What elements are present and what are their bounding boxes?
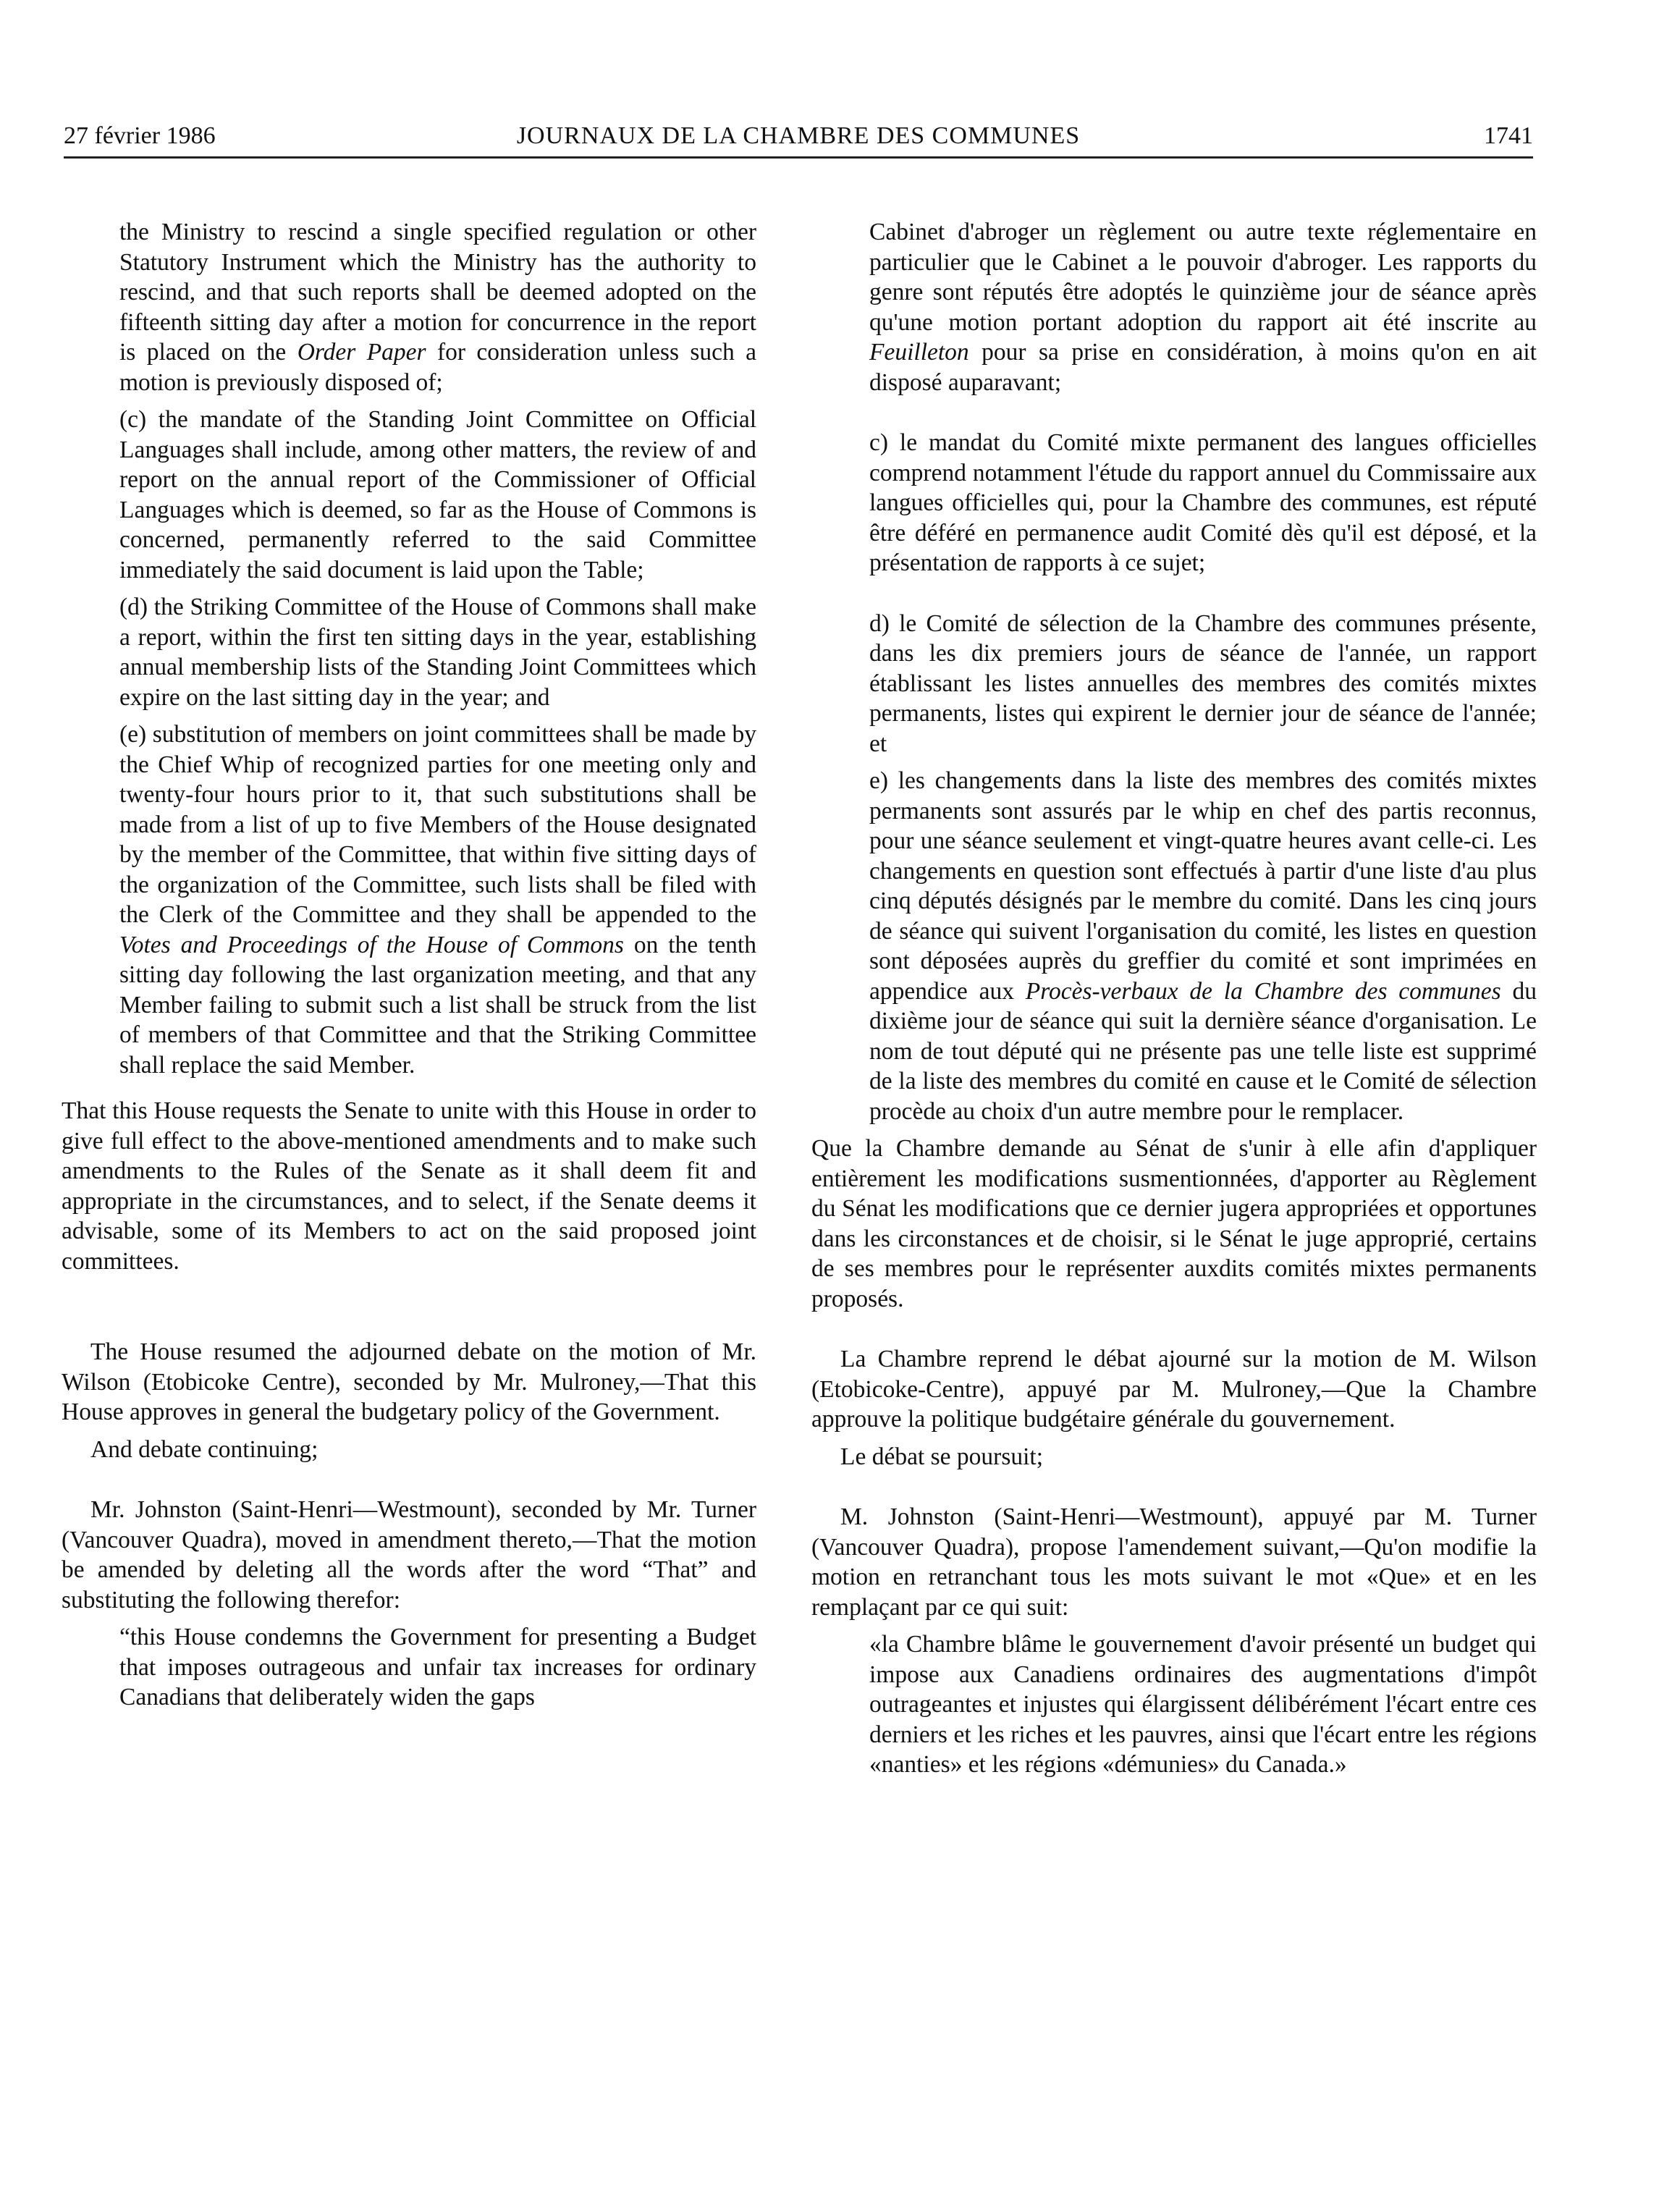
en-amendment-text: “this House condemns the Government for presenting a Budget that imposes outrageous and unfair tax increases for ordinary Canadians that deliberately widen the gaps bbox=[119, 1624, 756, 1710]
french-column bbox=[811, 217, 1537, 1780]
fr-amendment-text: «la Chambre blâme le gouvernement d'avoir présenté un budget qui impose aux Canadiens ordinaires des augmentations d'impôt outrageantes et injustes qui élargissent délibérément l'écart entre ces derniers et les riches et les pauvres, ainsi que l'écart entre les régions «nanties» et les régions «démunies» du Canada.» bbox=[869, 1631, 1537, 1778]
en-amendment-motion: Mr. Johnston (Saint-Henri—Westmount), seconded by Mr. Turner (Vancouver Quadra), moved in amendment thereto,—That the motion be amended by deleting all the words after the word “That” and substituting the following therefor: bbox=[62, 1496, 756, 1613]
order-paper-title: Order Paper bbox=[297, 339, 426, 366]
en-paragraph-d: (d) the Striking Committee of the House of Commons shall make a report, within the first ten sitting days in the year, establishing annual membership lists of the Standing Joint Committees which expire on the last sitting day in the year; and bbox=[119, 594, 756, 711]
en-paragraph-b: the Ministry to rescind a single specified regulation or other Statutory Instrument which the Ministry has the authority to rescind, and that such reports shall be deemed adopted on the fifteenth sitting day after a motion for concurrence in the report is placed on the Order Paper for consideration unless such a motion is previously disposed of; bbox=[119, 219, 757, 396]
fr-paragraph-e: e) les changements dans la liste des membres des comités mixtes permanents sont assurés par le whip en chef des partis reconnus, pour une séance seulement et vingt-quatre heures avant celle-ci. Les changements en question sont effectués à partir d'une liste d'au plus cinq députés désignés par le membre du comité. Dans les cinq jours de séance qui suivent l'organisation du comité, les listes en question sont déposées auprès du greffier du comité et sont imprimées en appendice aux Procès-verbaux de la Chambre des communes du dixième jour de séance qui suit la dernière séance d'organisation. Le nom de tout député qui ne présente pas une telle liste est supprimé de la liste des membres du comité en cause et le Comité de sélection procède au choix d'un autre membre pour le remplacer. bbox=[869, 767, 1537, 1125]
fr-paragraph-c: c) le mandat du Comité mixte permanent des langues officielles comprend notamment l'étude du rapport annuel du Commissaire aux langues officielles qui, pour la Chambre des communes, est réputé être déféré en permanence audit Comité dès qu'il est déposé, et la présentation de rapports à ce sujet; bbox=[869, 429, 1537, 576]
fr-senate-request: Que la Chambre demande au Sénat de s'unir à elle afin d'appliquer entièrement les modifications susmentionnées, d'apporter au Règlement du Sénat les modifications que ce dernier jugera appropriées et opportunes dans les circonstances et de choisir, si le Sénat le juge approprié, certains de ses membres pour le représenter auxdits comités mixtes permanents proposés. bbox=[811, 1135, 1537, 1312]
english-column bbox=[62, 217, 756, 1713]
en-paragraph-c: (c) the mandate of the Standing Joint Committee on Official Languages shall include, among other matters, the review of and report on the annual report of the Commissioner of Official Languages which is deemed, so far as the House of Commons is concerned, permanently referred to the said Committee immediately the said document is laid upon the Table; bbox=[119, 406, 756, 583]
header-date: 27 février 1986 bbox=[64, 122, 216, 149]
proces-verbaux-title: Procès-verbaux de la Chambre des communes bbox=[1025, 977, 1501, 1005]
page-number: 1741 bbox=[1484, 122, 1533, 149]
fr-debate-continuing: Le débat se poursuit; bbox=[840, 1443, 1044, 1470]
journal-title: JOURNAUX DE LA CHAMBRE DES COMMUNES bbox=[516, 122, 1081, 149]
fr-amendment-motion: M. Johnston (Saint-Henri—Westmount), appuyé par M. Turner (Vancouver Quadra), propose l'amendement suivant,—Qu'on modifie la motion en retranchant tous les mots suivant le mot «Que» et en les remplaçant par ce qui suit: bbox=[811, 1503, 1537, 1621]
running-head bbox=[64, 122, 1533, 159]
en-debate-continuing: And debate continuing; bbox=[90, 1435, 318, 1463]
fr-debate-resumed: La Chambre reprend le débat ajourné sur la motion de M. Wilson (Etobicoke-Centre), appuyé par M. Mulroney,—Que la Chambre approuve la politique budgétaire générale du gouvernement. bbox=[811, 1346, 1537, 1433]
en-debate-resumed: The House resumed the adjourned debate on the motion of Mr. Wilson (Etobicoke Centre), seconded by Mr. Mulroney,—That this House approves in general the budgetary policy of the Government. bbox=[62, 1338, 756, 1425]
en-paragraph-e: (e) substitution of members on joint committees shall be made by the Chief Whip of recognized parties for one meeting only and twenty-four hours prior to it, that such substitutions shall be made from a list of up to five Members of the House designated by the member of the Committee, that within five sitting days of the organization of the Committee, such lists shall be filed with the Clerk of the Committee and they shall be appended to the Votes and Proceedings of the House of Commons on the tenth sitting day following the last organization meeting, and that any Member failing to submit such a list shall be struck from the list of members of that Committee and that the Striking Committee shall replace the said Member. bbox=[119, 721, 756, 1079]
feuilleton-title: Feuilleton bbox=[869, 339, 969, 366]
fr-paragraph-b: Cabinet d'abroger un règlement ou autre texte réglementaire en particulier que le Cabinet a le pouvoir d'abroger. Les rapports du genre sont réputés être adoptés le quinzième jour de séance après qu'une motion portant adoption du rapport ait été inscrite au Feuilleton pour sa prise en considération, à moins qu'on en ait disposé auparavant; bbox=[869, 219, 1537, 396]
en-senate-request: That this House requests the Senate to unite with this House in order to give full effect to the above-mentioned amendments and to make such amendments to the Rules of the Senate as it shall deem fit and appropriate in the circumstances, and to select, if the Senate deems it advisable, some of its Members to act on the said proposed joint committees. bbox=[62, 1097, 756, 1275]
votes-proceedings-title: Votes and Proceedings of the House of Commons bbox=[119, 931, 624, 958]
fr-paragraph-d: d) le Comité de sélection de la Chambre des communes présente, dans les dix premiers jours de séance de l'année, un rapport établissant les listes annuelles des membres des comités mixtes permanents, listes qui expirent le dernier jour de séance de l'année; et bbox=[869, 609, 1537, 757]
